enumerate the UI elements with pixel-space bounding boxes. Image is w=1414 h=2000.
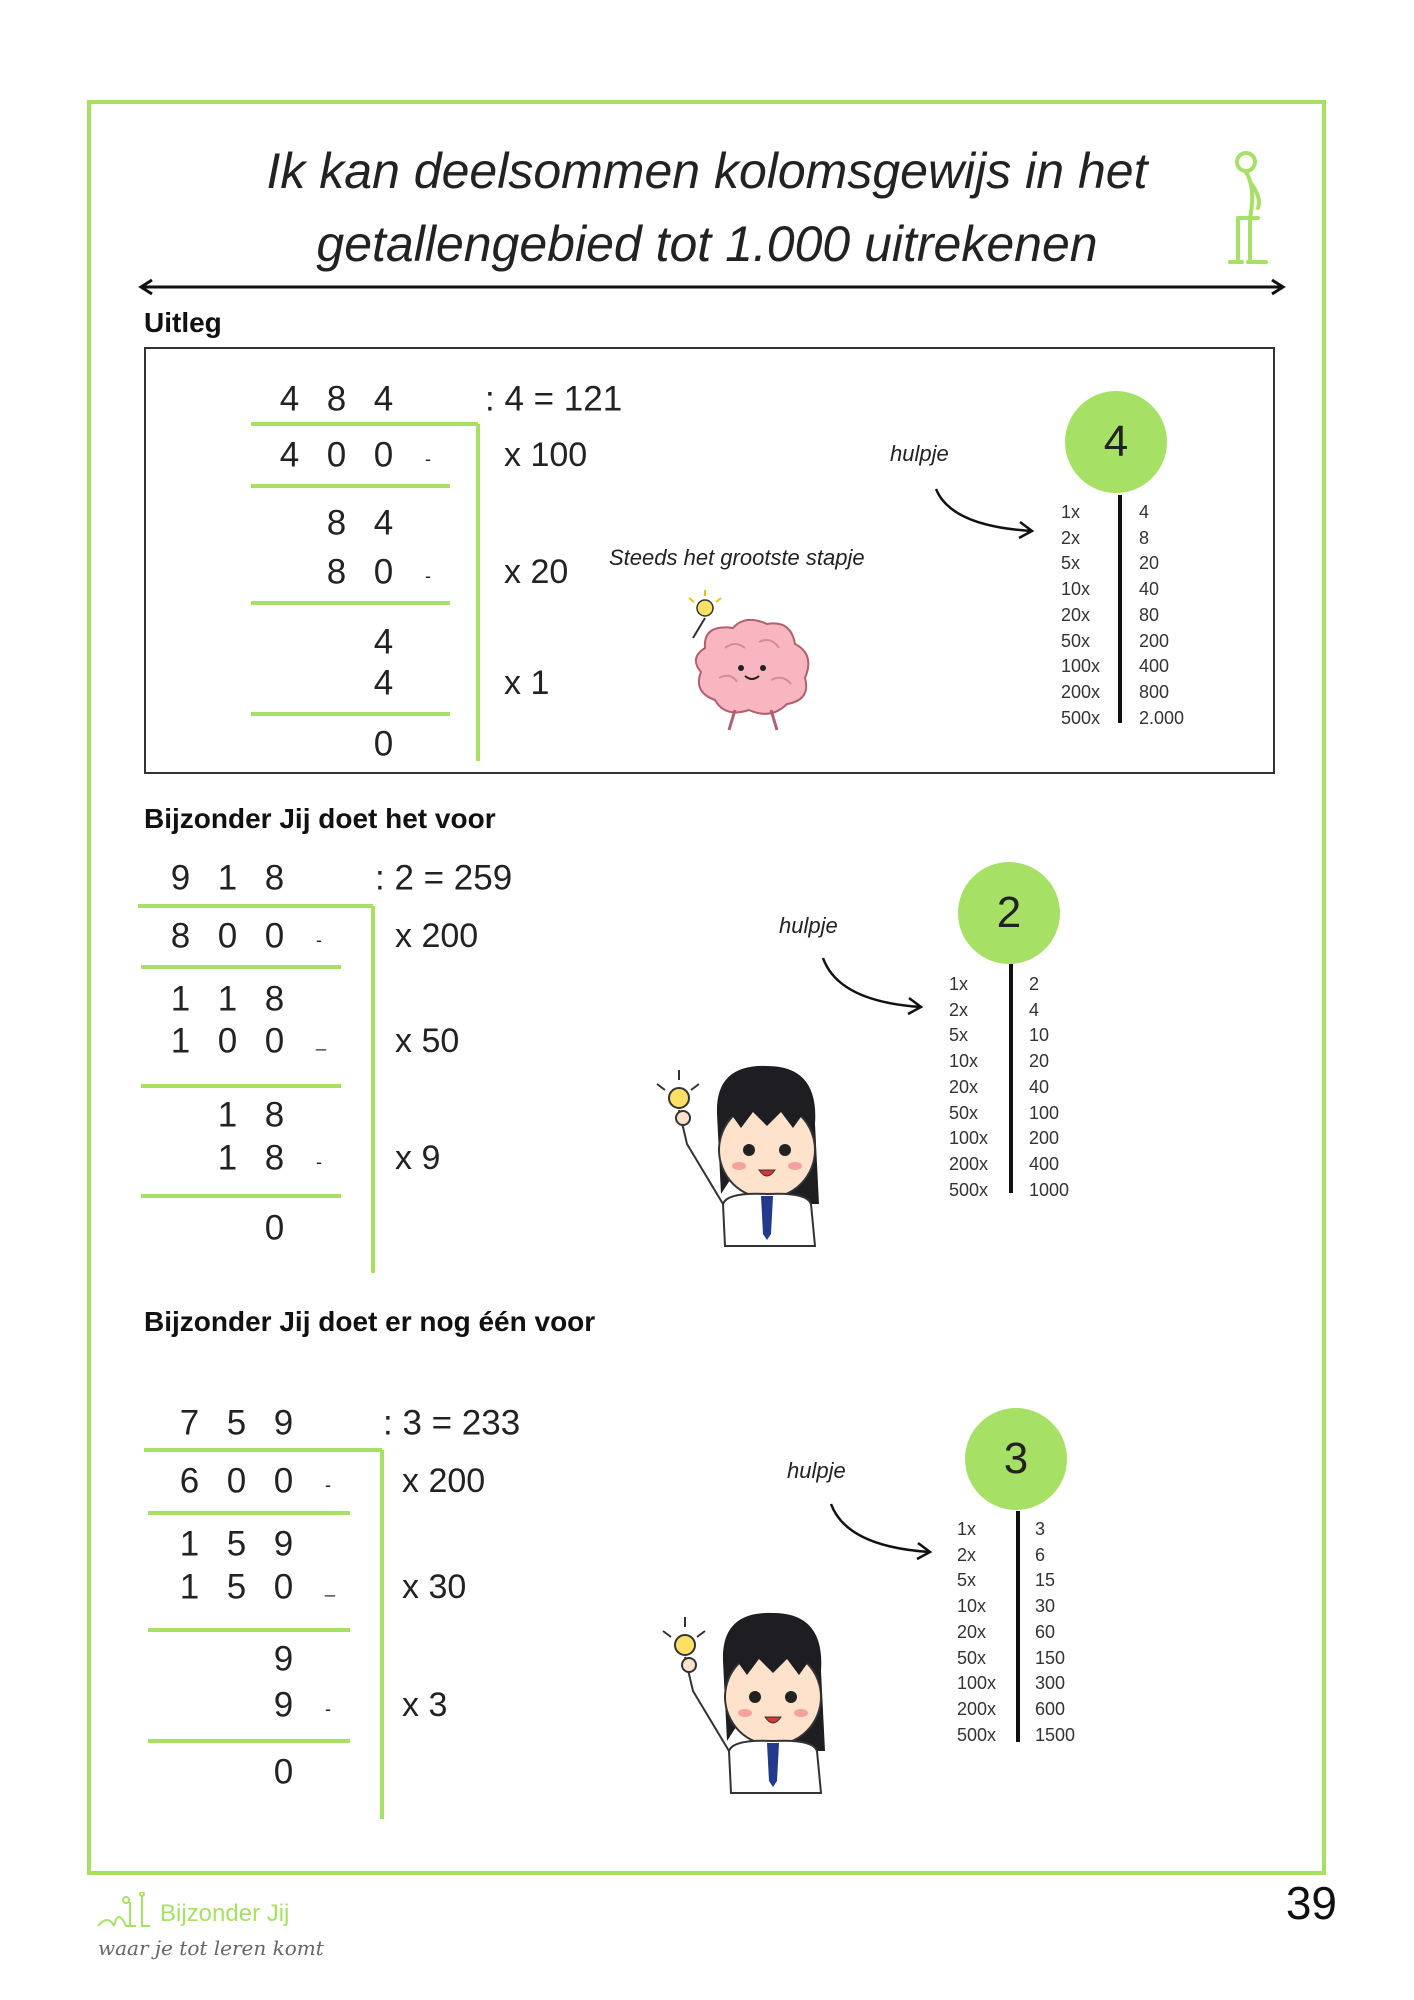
division-line (157, 979, 298, 1019)
table-product: 4 (1139, 502, 1150, 522)
green-rule (138, 904, 373, 908)
section-heading-nog-een: Bijzonder Jij doet er nog één voor (144, 1306, 596, 1337)
table-product: 6 (1035, 1544, 1046, 1565)
table-product: 200 (1029, 1128, 1060, 1149)
digit: 1 (179, 1567, 200, 1607)
table-multiplier: 10x (957, 1596, 987, 1617)
table-multiplier: 10x (949, 1051, 979, 1072)
digit: 1 (217, 1138, 238, 1178)
table-multiplier: 500x (949, 1179, 989, 1200)
table-multiplier: 100x (957, 1673, 997, 1694)
table-product: 10 (1029, 1025, 1050, 1046)
digit: 0 (217, 916, 238, 956)
logo (96, 1888, 324, 1968)
table-multiplier: 1x (949, 974, 969, 994)
multiplier: x 200 (395, 917, 479, 955)
division-line (260, 1752, 307, 1792)
digit: 8 (326, 552, 347, 592)
digit: 8 (326, 503, 347, 543)
dividend (157, 858, 298, 898)
table-multiplier: 1x (1061, 502, 1081, 522)
division-line (360, 622, 407, 662)
green-rule (141, 1084, 341, 1088)
table-product: 600 (1035, 1698, 1066, 1719)
green-rule (141, 1194, 341, 1198)
digit: 5 (226, 1524, 247, 1564)
table-product: 3 (1035, 1519, 1046, 1539)
logo-name: Bijzonder Jij (160, 1900, 290, 1927)
table-multiplier: 200x (1061, 681, 1101, 702)
logo-figures-icon (96, 1892, 156, 1928)
table-multiplier: 500x (1061, 707, 1101, 728)
minus-sign: _ (325, 1577, 336, 1597)
table-product: 40 (1139, 579, 1160, 600)
table-multiplier: 200x (957, 1698, 997, 1719)
table-product: 80 (1139, 604, 1160, 625)
division-line (313, 503, 407, 543)
digit: 0 (326, 435, 347, 475)
digit: 0 (373, 724, 394, 764)
multiplier: x 20 (504, 553, 569, 591)
table-multiplier: 2x (957, 1544, 977, 1565)
curved-arrow-icon (826, 1499, 935, 1562)
multiplier: x 9 (395, 1139, 441, 1177)
table-divider (1009, 964, 1013, 1193)
section-heading-voor: Bijzonder Jij doet het voor (144, 803, 496, 834)
table-product: 150 (1035, 1647, 1066, 1668)
table-product: 20 (1029, 1051, 1050, 1072)
digit: 0 (373, 435, 394, 475)
digit: 0 (264, 1208, 285, 1248)
table-product: 2 (1029, 974, 1040, 994)
digit: 4 (279, 379, 300, 419)
green-vertical-rule (380, 1450, 384, 1819)
table-product: 15 (1035, 1570, 1056, 1591)
table-multiplier: 1x (957, 1519, 977, 1539)
multiplier: x 1 (504, 664, 550, 702)
table-product: 60 (1035, 1621, 1056, 1642)
brain-mascot-icon (675, 588, 820, 736)
digit: 1 (170, 979, 191, 1019)
division-line (204, 1138, 298, 1178)
table-multiplier: 50x (957, 1647, 987, 1668)
curved-arrow-icon (931, 484, 1037, 541)
table-divider (1118, 495, 1122, 723)
table-product: 2.000 (1139, 707, 1185, 728)
girl-mascot-icon (643, 1054, 843, 1249)
minus-sign: - (425, 449, 431, 469)
digit: 0 (273, 1461, 294, 1501)
table-product: 100 (1029, 1102, 1060, 1123)
digit: 9 (273, 1639, 294, 1679)
multiplier: x 3 (402, 1686, 448, 1724)
table-multiplier: 5x (957, 1570, 977, 1591)
curved-arrow-icon (818, 953, 926, 1017)
green-rule (251, 601, 450, 605)
division-line (157, 916, 298, 956)
green-rule (148, 1628, 350, 1632)
division-line (266, 435, 407, 475)
page-number: 39 (1285, 1877, 1337, 1929)
dividend (166, 1403, 307, 1443)
table-multiplier: 50x (949, 1102, 979, 1123)
table-multiplier: 100x (1061, 656, 1101, 677)
division-line (360, 663, 407, 703)
digit: 4 (279, 435, 300, 475)
minus-sign: - (316, 930, 322, 950)
digit: 4 (373, 663, 394, 703)
table-multiplier: 2x (949, 999, 969, 1020)
table-product: 1000 (1029, 1179, 1070, 1200)
green-rule (141, 965, 341, 969)
digit: 9 (170, 858, 191, 898)
table-product: 40 (1029, 1076, 1050, 1097)
table-multiplier: 200x (949, 1153, 989, 1174)
multiplier: x 200 (402, 1462, 486, 1500)
division-line (260, 1685, 307, 1725)
division-line (313, 552, 407, 592)
digit: 4 (373, 503, 394, 543)
green-rule (144, 1448, 382, 1452)
table-multiplier: 10x (1061, 579, 1091, 600)
digit: 0 (226, 1461, 247, 1501)
division-line (166, 1461, 307, 1501)
division-equation: : 3 = 233 (383, 1403, 521, 1443)
digit: 1 (217, 979, 238, 1019)
digit: 8 (264, 979, 285, 1019)
digit: 4 (373, 379, 394, 419)
divisor-circle: 3 (965, 1408, 1067, 1510)
table-product: 4 (1029, 999, 1040, 1020)
division-equation: : 2 = 259 (375, 858, 513, 898)
table-multiplier: 20x (949, 1076, 979, 1097)
digit: 1 (170, 1021, 191, 1061)
table-product: 20 (1139, 553, 1160, 574)
digit: 8 (264, 858, 285, 898)
table-product: 200 (1139, 630, 1170, 651)
minus-sign: - (425, 566, 431, 586)
division-line (204, 1095, 298, 1135)
division-line (166, 1567, 307, 1607)
table-product: 300 (1035, 1673, 1066, 1694)
digit: 8 (326, 379, 347, 419)
table-multiplier: 5x (1061, 553, 1081, 574)
green-rule (148, 1511, 350, 1515)
table-multiplier: 500x (957, 1724, 997, 1745)
green-vertical-rule (476, 424, 480, 761)
digit: 1 (179, 1524, 200, 1564)
multiplier: x 30 (402, 1568, 467, 1606)
division-line (360, 724, 407, 764)
multiplier: x 50 (395, 1022, 460, 1060)
digit: 8 (170, 916, 191, 956)
table-multiplier: 20x (957, 1621, 987, 1642)
digit: 4 (373, 622, 394, 662)
girl-mascot-icon (649, 1601, 849, 1796)
green-rule (251, 422, 478, 426)
digit: 6 (179, 1461, 200, 1501)
table-product: 400 (1029, 1153, 1060, 1174)
hulpje-label: hulpje (890, 441, 949, 466)
table-multiplier: 50x (1061, 630, 1091, 651)
division-line (157, 1021, 298, 1061)
section-heading-uitleg: Uitleg (144, 307, 222, 338)
divisor-circle: 2 (958, 862, 1060, 964)
standing-figure-icon (1222, 148, 1278, 268)
division-line (166, 1524, 307, 1564)
green-rule (251, 712, 450, 716)
green-rule (148, 1739, 350, 1743)
digit: 5 (226, 1567, 247, 1607)
table-product: 1500 (1035, 1724, 1076, 1745)
digit: 1 (217, 1095, 238, 1135)
green-vertical-rule (371, 906, 375, 1273)
digit: 9 (273, 1685, 294, 1725)
minus-sign: - (325, 1475, 331, 1495)
digit: 8 (264, 1095, 285, 1135)
page-title-line-1: Ik kan deelsommen kolomsgewijs in het (266, 143, 1148, 199)
digit: 0 (273, 1752, 294, 1792)
division-equation: : 4 = 121 (485, 379, 623, 419)
division-line (251, 1208, 298, 1248)
digit: 5 (226, 1403, 247, 1443)
hulpje-label: hulpje (787, 1458, 846, 1483)
digit: 0 (264, 916, 285, 956)
minus-sign: _ (316, 1031, 327, 1051)
table-product: 8 (1139, 527, 1150, 548)
table-multiplier: 5x (949, 1025, 969, 1046)
table-divider (1016, 1511, 1020, 1742)
divisor-circle: 4 (1065, 391, 1167, 493)
digit: 9 (273, 1524, 294, 1564)
table-product: 30 (1035, 1596, 1056, 1617)
digit: 0 (273, 1567, 294, 1607)
minus-sign: - (316, 1152, 322, 1172)
tip-text: Steeds het grootste stapje (609, 545, 865, 570)
digit: 9 (273, 1403, 294, 1443)
table-multiplier: 100x (949, 1128, 989, 1149)
digit: 0 (217, 1021, 238, 1061)
digit: 1 (217, 858, 238, 898)
multiplier: x 100 (504, 436, 588, 474)
table-multiplier: 20x (1061, 604, 1091, 625)
logo-tagline: waar je tot leren komt (98, 1936, 324, 1960)
dividend (266, 379, 407, 419)
digit: 7 (179, 1403, 200, 1443)
hulpje-label: hulpje (779, 913, 838, 938)
double-arrow-divider (138, 278, 1288, 296)
digit: 0 (264, 1021, 285, 1061)
minus-sign: - (325, 1699, 331, 1719)
table-product: 800 (1139, 681, 1170, 702)
table-product: 400 (1139, 656, 1170, 677)
green-rule (251, 484, 450, 488)
digit: 0 (373, 552, 394, 592)
page-title-line-2: getallengebied tot 1.000 uitrekenen (316, 216, 1098, 272)
division-line (260, 1639, 307, 1679)
table-multiplier: 2x (1061, 527, 1081, 548)
digit: 8 (264, 1138, 285, 1178)
